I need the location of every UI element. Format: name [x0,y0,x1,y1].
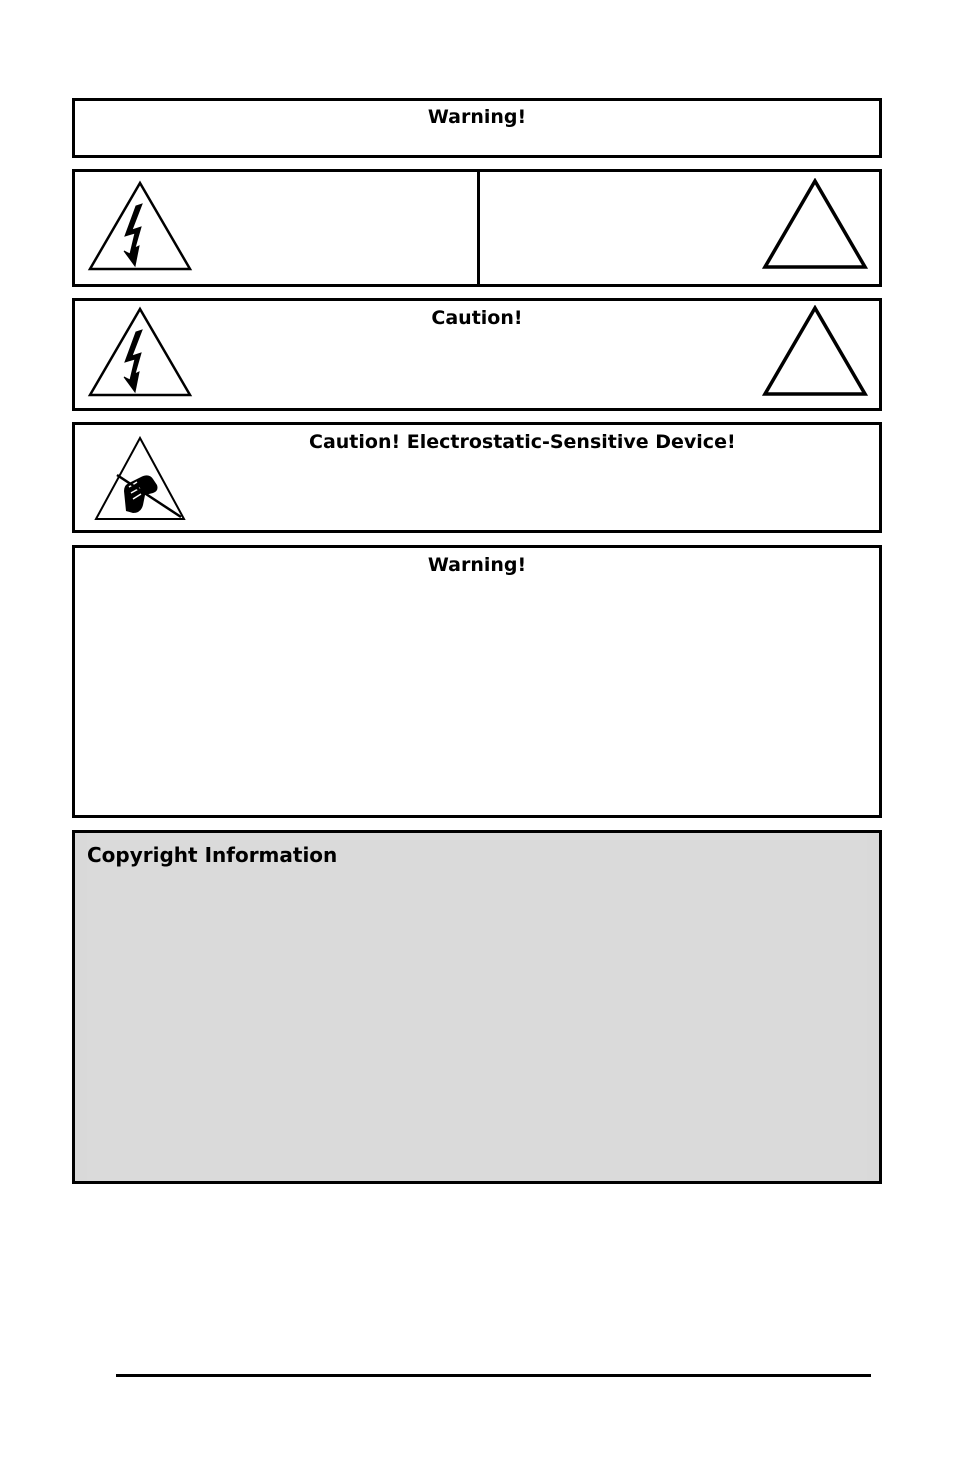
symbols-row-divider [477,172,480,284]
copyright-box [72,830,882,1184]
esd-caution-title: Caution! Electrostatic-Sensitive Device! [309,431,736,453]
lightning-triangle-icon [87,180,193,272]
warning-title-top: Warning! [427,106,527,128]
copyright-heading: Copyright Information [87,843,338,867]
esd-hand-triangle-icon [93,435,187,523]
lightning-triangle-icon [87,306,193,398]
esd-caution-box [72,422,882,533]
warning-box-main [72,545,882,818]
symbols-row-box [72,169,882,287]
caution-title: Caution! [431,307,523,329]
caution-box [72,298,882,411]
copyright-inner-panel [87,833,867,1181]
warning-box-top [72,98,882,158]
footer-rule [116,1374,871,1377]
exclamation-triangle-icon [762,305,868,397]
warning-title-main: Warning! [427,554,527,576]
exclamation-triangle-icon [762,178,868,270]
